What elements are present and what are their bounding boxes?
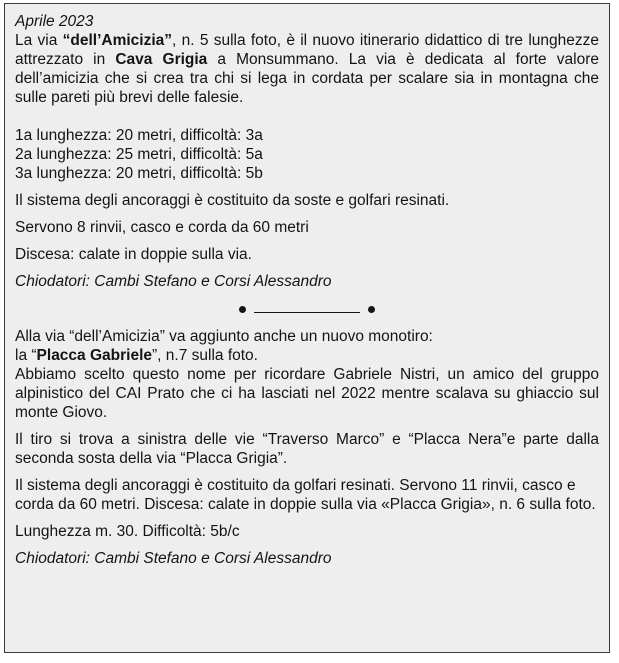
route-info-box: [4, 3, 610, 653]
bolters-text: Chiodatori: Cambi Stefano e Corsi Alessandro: [15, 273, 332, 290]
second-anchors-text: Il sistema degli ancoraggi è costituito da golfari resinati. Servono 11 rinvii, casco e corda da 60 metri. Discesa: calate in doppie sulla via «Placca Grigia», n. 6 sulla foto.: [15, 477, 596, 513]
location-text: Il tiro si trova a sinistra delle vie “Traverso Marco” e “Placca Nera”e parte dalla seconda sosta della via “Placca Grigia”.: [15, 431, 599, 467]
divider-line: [254, 312, 360, 313]
intro-paragraph: [15, 31, 599, 107]
anchors-text: Il sistema degli ancoraggi è costituito da soste e golfari resinati.: [15, 192, 450, 209]
intro-text: , n. 5 sulla foto, è il nuovo itinerario didattico di tre lunghezze attrezzato in: [15, 32, 599, 68]
section-divider: [15, 299, 599, 319]
name-line-text: ”, n.7 sulla foto.: [152, 347, 258, 364]
descent-text: Discesa: calate in doppie sulla via.: [15, 246, 252, 263]
sector-name: Cava Grigia: [115, 51, 208, 68]
second-route-name-line: [15, 346, 599, 365]
gear-text: Servono 8 rinvii, casco e corda da 60 metri: [15, 219, 309, 236]
second-bolters-text: Chiodatori: Cambi Stefano e Corsi Alessandro: [15, 550, 332, 567]
intro-text: La via: [15, 32, 63, 49]
bullet-dot-right: [368, 306, 375, 313]
bullet-dot-left: [239, 306, 246, 313]
pitch-list: [15, 126, 599, 183]
second-route-name: Placca Gabriele: [36, 347, 153, 364]
second-route-intro: Alla via “dell’Amicizia” va aggiunto anche un nuovo monotiro:: [15, 328, 433, 345]
date-heading: Aprile 2023: [15, 13, 94, 30]
length-text: Lunghezza m. 30. Difficoltà: 5b/c: [15, 523, 240, 540]
pitch-1: 1a lunghezza: 20 metri, difficoltà: 3a: [15, 127, 263, 144]
dedication-text: Abbiamo scelto questo nome per ricordare Gabriele Nistri, un amico del gruppo alpinistico del CAI Prato che ci ha lasciati nel 2022 mentre scalava su ghiaccio sul monte Giovo.: [15, 366, 599, 421]
intro-text: a Monsummano. La via è dedicata al forte valore dell’amicizia che si crea tra chi si lega in cordata per scalare sia in montagna che sulle pareti più brevi delle falesie.: [15, 51, 599, 106]
pitch-2: 2a lunghezza: 25 metri, difficoltà: 5a: [15, 146, 263, 163]
pitch-3: 3a lunghezza: 20 metri, difficoltà: 5b: [15, 165, 263, 182]
name-line-text: la “: [15, 347, 37, 364]
route-name: “dell’Amicizia”: [62, 32, 173, 49]
